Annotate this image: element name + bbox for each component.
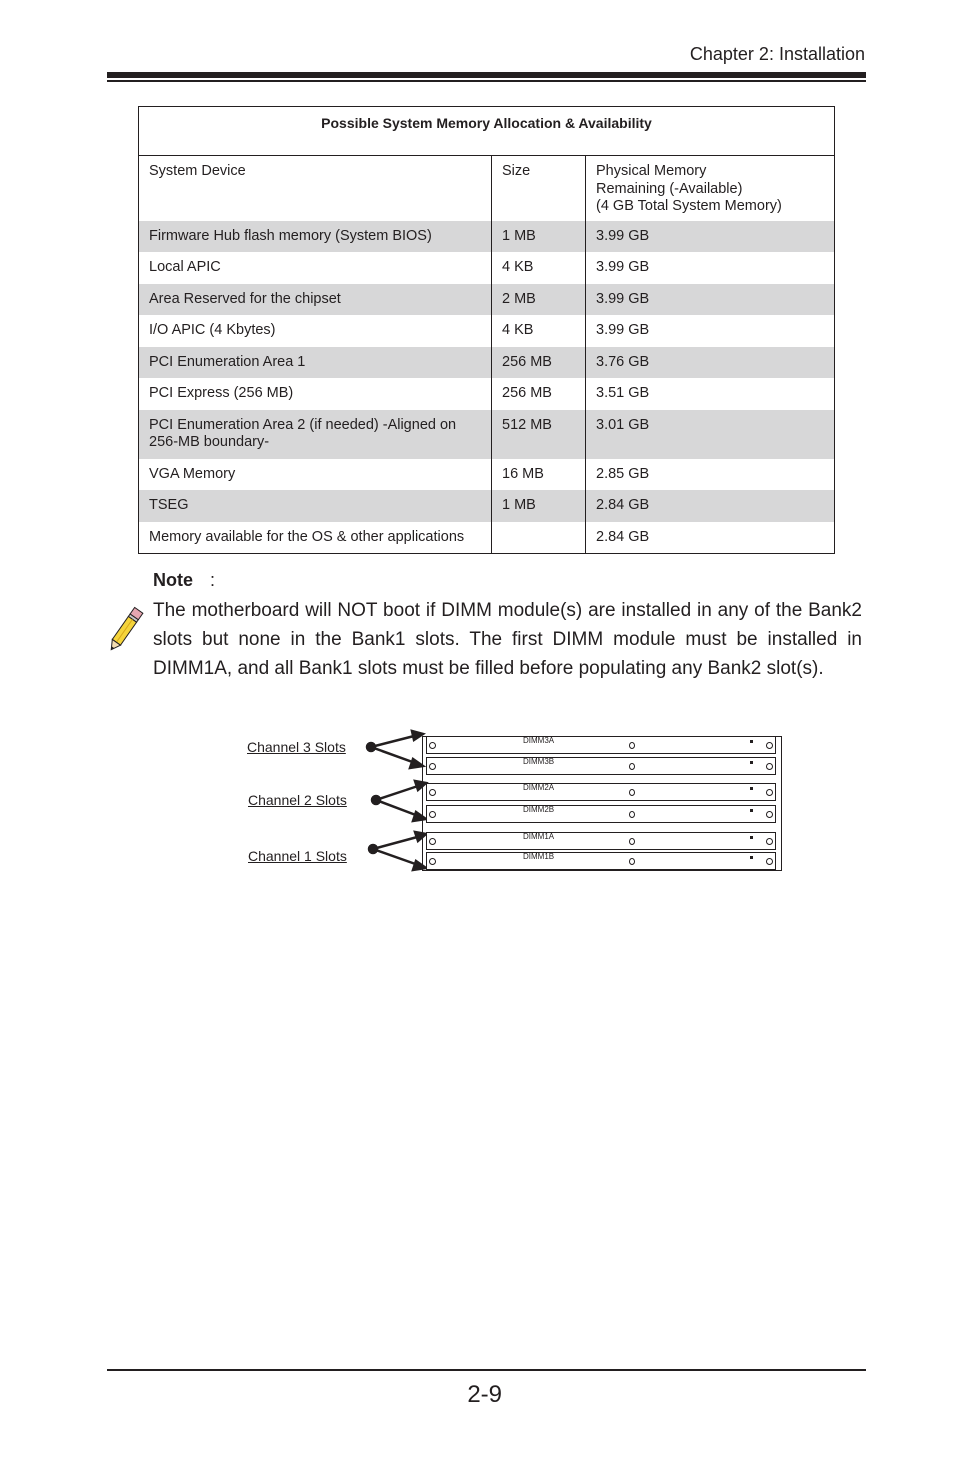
note-label: Note [153,570,193,590]
column-header: Size [492,156,586,221]
cell-device: Local APIC [139,252,492,284]
header-rule [107,72,866,78]
header-rule-thin [107,80,866,82]
table-row [139,221,835,253]
cell-device: Firmware Hub flash memory (System BIOS) [139,221,492,253]
cell-remaining: 2.84 GB [586,490,835,522]
dimm-slot-3b [426,757,776,775]
slot-label: DIMM2B [523,805,555,814]
note-text: The motherboard will NOT boot if DIMM module(s) are installed in any of the Bank2 slots but none in the Bank1 slots. The first DIMM module must be installed in DIMM1A, and all Bank1 slots must be filled before populating any Bank2 slot(s). [153,600,862,679]
cell-remaining: 3.51 GB [596,385,650,401]
note-colon: : [210,570,216,590]
cell-device: PCI Enumeration Area 1 [139,347,492,379]
table-row [139,315,835,347]
cell-device: PCI Enumeration Area 2 (if needed) -Aligned on 256-MB boundary- [139,410,492,459]
cell-size: 256 MB [492,347,586,379]
cell-size: 1 MB [492,490,586,522]
cell-remaining: 3.76 GB [586,347,835,379]
cell-size: 4 KB [492,315,586,347]
table-row [139,490,835,522]
slot-label: DIMM3A [523,736,555,745]
memory-allocation-table [138,106,835,554]
table-row [139,522,835,554]
column-header: System Device [139,156,492,221]
cell-size: 1 MB [492,221,586,253]
page-number: 2-9 [467,1381,502,1408]
cell-size: 2 MB [492,284,586,316]
cell-remaining: 3.01 GB [586,410,835,459]
dimm-slot-diagram [240,728,800,880]
column-header: Physical Memory Remaining (-Available) (4 GB Total System Memory) [596,163,782,214]
cell-device: Memory available for the OS & other applications [139,522,492,554]
dimm-slot-2b [426,805,776,823]
dimm-slot-1a [426,832,776,850]
cell-device: I/O APIC (4 Kbytes) [139,315,492,347]
pencil-icon [106,604,144,656]
chapter-title: Chapter 2: Installation [689,44,865,64]
cell-remaining: 3.99 GB [586,284,835,316]
cell-size: 4 KB [492,252,586,284]
cell-remaining: 3.99 GB [596,322,650,338]
cell-remaining: 2.84 GB [596,528,650,545]
cell-size: 512 MB [492,410,586,459]
footer-rule [107,1369,866,1371]
cell-remaining: 2.85 GB [596,465,650,482]
channel-1-label: Channel 1 Slots [248,848,347,864]
cell-size: 256 MB [492,378,586,410]
dimm-slot-2a [426,783,776,801]
cell-size: 16 MB [492,459,586,491]
channel-3-label: Channel 3 Slots [247,739,346,755]
table-row [139,347,835,379]
dimm-slot-1b [426,852,776,870]
dimm-slot-3a [426,736,776,754]
table-row [139,378,835,410]
slot-label: DIMM3B [523,757,555,766]
slot-label: DIMM2A [523,783,555,792]
table-row [139,284,835,316]
cell-device: TSEG [139,490,492,522]
cell-remaining: 3.99 GB [596,259,650,275]
cell-size [492,522,586,554]
table-header-row [139,156,835,221]
slot-label: DIMM1B [523,852,555,861]
table-row [139,252,835,284]
cell-device: VGA Memory [139,459,492,491]
cell-remaining: 3.99 GB [586,221,835,253]
table-row [139,459,835,491]
table-title: Possible System Memory Allocation & Availability [139,107,835,156]
slot-label: DIMM1A [523,832,555,841]
table-row [139,410,835,459]
cell-device: PCI Express (256 MB) [139,378,492,410]
cell-device: Area Reserved for the chipset [139,284,492,316]
channel-2-label: Channel 2 Slots [248,792,347,808]
